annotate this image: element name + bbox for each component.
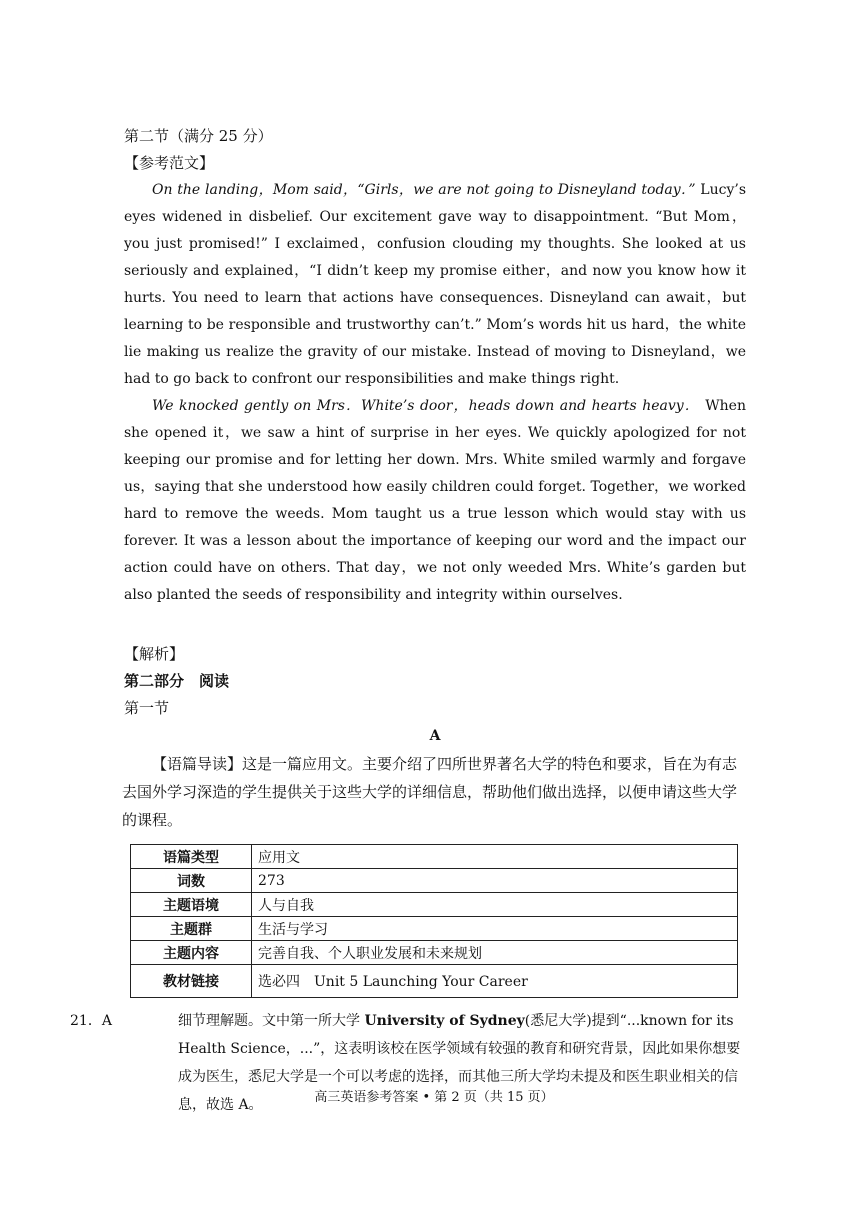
table-value: 选必四 Unit 5 Launching Your Career (252, 965, 738, 998)
table-key: 主题群 (131, 917, 252, 941)
essay-p1-italic: On the landing，Mom said，“Girls，we are not going to Disneyland today．” (152, 182, 696, 198)
table-row (131, 917, 738, 941)
answer-number: 21．A (70, 1013, 112, 1029)
essay-p2-italic: We knocked gently on Mrs．White’s door，heads down and hearts heavy． (152, 398, 700, 414)
table-row (131, 893, 738, 917)
passage-label: A (429, 728, 441, 744)
section-subtitle: 第一节 (124, 699, 170, 717)
table-key: 词数 (131, 869, 252, 893)
essay-p2-text: When she opened it，we saw a hint of surprise in her eyes. We quickly apologized for not keeping our promise and for letting her down. Mrs. White smiled warmly and forgave us，saying that she understood how easily children could forget. Together，we worked hard to remove the weeds. Mom taught us a true lesson which would stay with us forever. It was a lesson about the importance of keeping our word and the impact our action could have on others. That day，we not only weeded Mrs. White’s garden but also planted the seeds of responsibility and integrity within ourselves. (124, 398, 746, 603)
table-value: 生活与学习 (252, 917, 738, 941)
reference-label: 【参考范文】 (124, 154, 215, 172)
table-key: 主题内容 (131, 941, 252, 965)
answer-type: 细节理解题。文中第一所大学 (178, 1013, 365, 1029)
part-title: 第二部分 阅读 (124, 672, 230, 690)
analysis-label: 【解析】 (124, 645, 185, 663)
essay-paragraph-1 (124, 177, 746, 393)
passage-info-table (130, 844, 738, 998)
essay-p1-text: Lucy’s eyes widened in disbelief. Our excitement gave way to disappointment. “But Mom，you just promised!” I exclaimed，confusion clouding my thoughts. She looked at us seriously and explained，“I didn’t keep my promise either，and now you know how it hurts. You need to learn that actions have consequences. Disneyland can await，but learning to be responsible and trustworthy can’t.” Mom’s words hit us hard，the white lie making us realize the gravity of our mistake. Instead of moving to Disneyland，we had to go back to confront our responsibilities and make things right. (124, 182, 746, 387)
section-title: 第二节（满分 25 分） (124, 127, 273, 145)
table-row (131, 965, 738, 998)
answer-text: (悉尼大学)提到“...known for its Health Science，...”，这表明该校在医学领域有较强的教育和研究背景，因此如果你想要成为医生，悉尼大学是一个可以考虑的选择，而其他三所大学均未提及和医生职业相关的信息，故选 A。 (178, 1013, 741, 1113)
table-value: 完善自我、个人职业发展和未来规划 (252, 941, 738, 965)
table-value: 273 (252, 869, 738, 893)
page-footer: 高三英语参考答案 • 第 2 页（共 15 页） (314, 1090, 554, 1105)
answer-bold: University of Sydney (364, 1013, 525, 1029)
table-value: 人与自我 (252, 893, 738, 917)
table-key: 语篇类型 (131, 845, 252, 869)
passage-guide: 【语篇导读】这是一篇应用文。主要介绍了四所世界著名大学的特色和要求，旨在为有志去国外学习深造的学生提供关于这些大学的详细信息，帮助他们做出选择，以便申请这些大学的课程。 (122, 755, 738, 829)
page-content (70, 123, 746, 1119)
table-key: 教材链接 (131, 965, 252, 998)
essay-paragraph-2 (124, 393, 746, 609)
table-row (131, 941, 738, 965)
table-row (131, 845, 738, 869)
table-row (131, 869, 738, 893)
table-key: 主题语境 (131, 893, 252, 917)
table-value: 应用文 (252, 845, 738, 869)
